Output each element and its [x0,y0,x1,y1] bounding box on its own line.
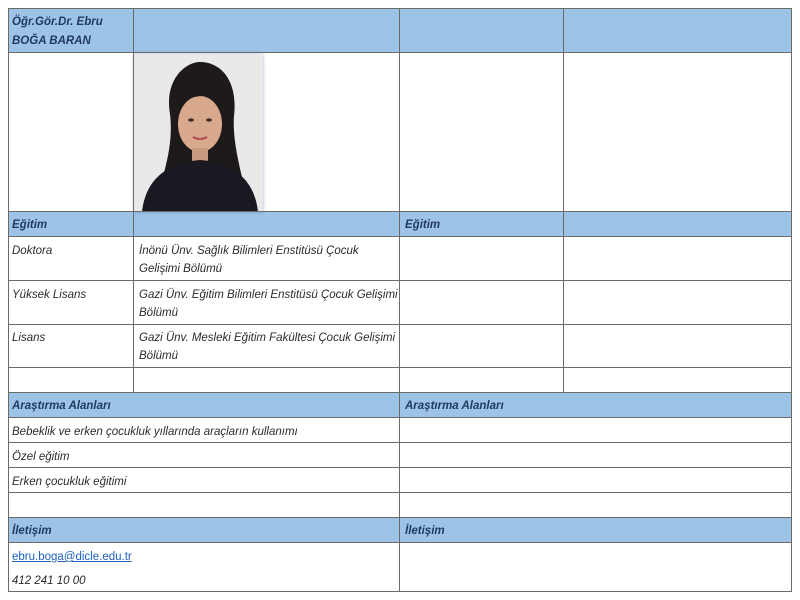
grid-line [8,591,792,592]
contact-heading-right: İletişim [405,525,445,537]
header-row-fill [8,8,792,52]
education-degree: Lisans [12,332,46,344]
grid-line [8,392,792,393]
grid-line [8,8,792,9]
grid-line [8,442,792,443]
research-heading-left: Araştırma Alanları [12,400,111,412]
education-institution: Gazi Ünv. Mesleki Eğitim Fakültesi Çocuk Gelişimi [139,332,396,344]
email-link[interactable]: ebru.boga@dicle.edu.tr [12,551,132,563]
research-heading-fill [8,392,792,417]
research-item: Özel eğitim [12,451,70,463]
grid-line [8,236,792,237]
grid-line [8,492,792,493]
research-heading-right: Araştırma Alanları [405,400,504,412]
grid-line [8,211,792,212]
grid-line [8,280,792,281]
research-item: Erken çocukluk eğitimi [12,476,127,488]
grid-line [8,542,792,543]
education-heading-left: Eğitim [12,219,48,231]
grid-line [8,517,792,518]
grid-line [8,324,792,325]
grid-line [133,8,134,392]
grid-line [791,8,792,592]
education-heading-right: Eğitim [405,219,441,231]
grid-line [399,8,400,592]
grid-line [8,52,792,53]
contact-heading-fill [8,517,792,542]
education-degree: Yüksek Lisans [12,289,87,301]
education-institution: Gazi Ünv. Eğitim Bilimleri Enstitüsü Çocuk Gelişimi [139,289,398,301]
contact-heading-left: İletişim [12,525,52,537]
education-institution: İnönü Ünv. Sağlık Bilimleri Enstitüsü Çocuk [139,245,359,257]
grid-line [8,467,792,468]
grid-line [8,8,9,592]
education-institution: Bölümü [139,350,178,362]
education-degree: Doktora [12,245,53,257]
grid-line [8,367,792,368]
phone-number: 412 241 10 00 [12,575,86,587]
education-institution: Bölümü [139,307,178,319]
profile-photo [134,54,263,212]
person-name-line2: BOĞA BARAN [12,35,91,47]
research-item: Bebeklik ve erken çocukluk yıllarında araçların kullanımı [12,426,298,438]
person-name-line1: Öğr.Gör.Dr. Ebru [12,16,103,28]
education-heading-fill [8,211,792,236]
grid-line [563,8,564,392]
grid-line [8,417,792,418]
education-institution: Gelişimi Bölümü [139,263,223,275]
